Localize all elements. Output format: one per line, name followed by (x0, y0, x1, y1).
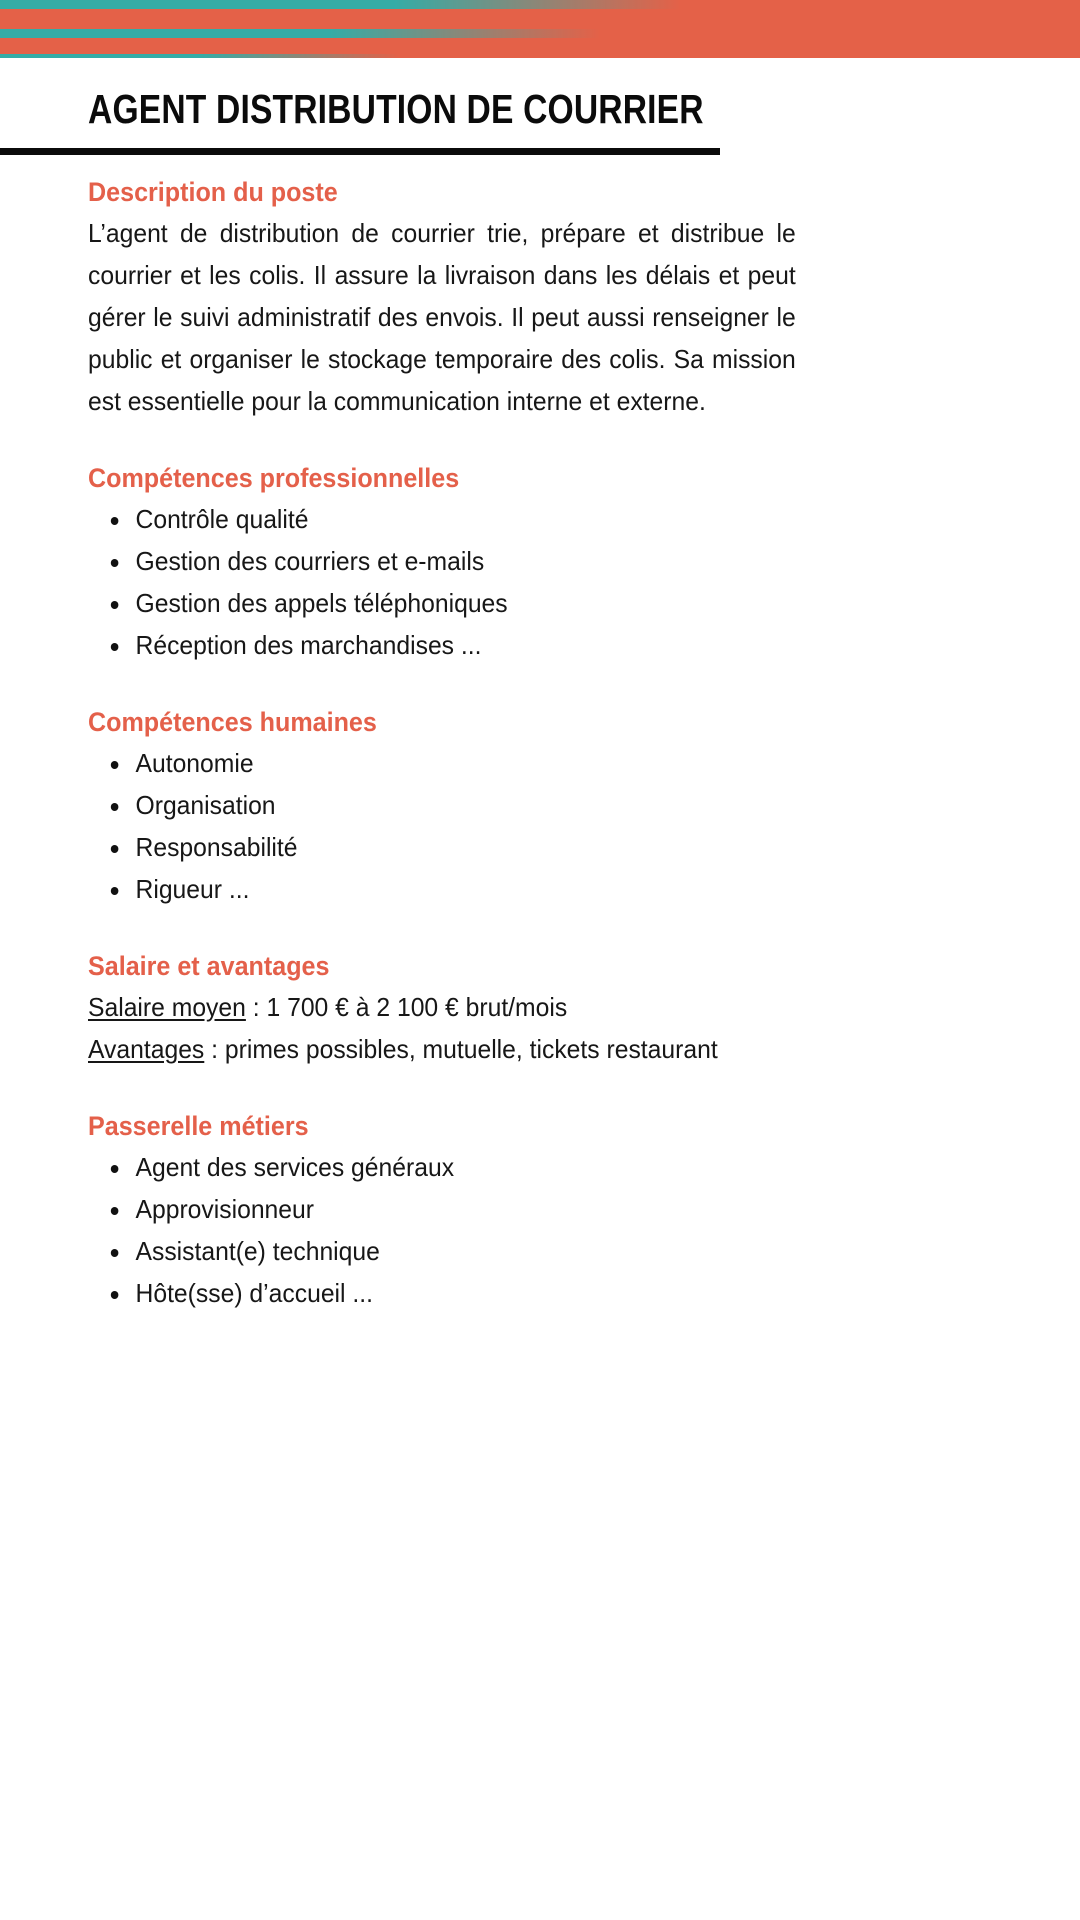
section-heading-description: Description du poste (88, 177, 338, 207)
list-item: Gestion des courriers et e-mails (88, 540, 761, 582)
list-item: Autonomie (88, 742, 761, 784)
salary-benefits-value: : primes possibles, mutuelle, tickets restaurant (204, 1033, 718, 1064)
list-item: Rigueur ... (88, 868, 761, 910)
banner-stripe-3 (0, 54, 400, 58)
document-body (88, 176, 796, 1314)
section-salary (88, 950, 796, 1070)
title-underline-rule (0, 148, 720, 155)
salary-average-value: : 1 700 € à 2 100 € brut/mois (245, 991, 568, 1022)
section-heading-salary: Salaire et avantages (88, 950, 330, 981)
spacer (88, 1070, 796, 1110)
section-heading-professional-skills: Compétences professionnelles (88, 462, 460, 493)
section-heading-human-skills: Compétences humaines (88, 706, 377, 737)
salary-average-line (88, 986, 761, 1028)
salary-benefits-label: Avantages (88, 1033, 205, 1064)
section-heading-career-paths: Passerelle métiers (88, 1110, 309, 1141)
salary-benefits-line (88, 1028, 761, 1070)
list-item: Réception des marchandises ... (88, 624, 761, 666)
list-item: Assistant(e) technique (88, 1230, 761, 1272)
banner-stripe-1 (0, 0, 680, 9)
section-human-skills (88, 706, 796, 910)
list-item: Gestion des appels téléphoniques (88, 582, 761, 624)
spacer (88, 422, 796, 462)
professional-skills-list (88, 498, 796, 666)
list-item: Approvisionneur (88, 1188, 761, 1230)
spacer (88, 910, 796, 950)
salary-average-label: Salaire moyen (88, 991, 246, 1022)
header-banner (0, 0, 1080, 58)
section-career-paths (88, 1110, 796, 1314)
list-item: Organisation (88, 784, 761, 826)
description-paragraph: L’agent de distribution de courrier trie, prépare et distribue le courrier et les colis. Il assure la livraison dans les délais et peut gérer le suivi administratif des envois. Il peut aussi renseigner le public et organiser le stockage temporaire des colis. Sa mission est essentielle pour la communication interne et externe. (88, 217, 796, 416)
section-professional-skills (88, 462, 796, 666)
list-item: Hôte(sse) d’accueil ... (88, 1272, 761, 1314)
human-skills-list (88, 742, 796, 910)
section-description (88, 176, 796, 422)
page-title: AGENT DISTRIBUTION DE COURRIER (88, 86, 704, 132)
spacer (88, 666, 796, 706)
list-item: Contrôle qualité (88, 498, 761, 540)
banner-stripe-2 (0, 29, 600, 38)
career-paths-list (88, 1146, 796, 1314)
list-item: Responsabilité (88, 826, 761, 868)
list-item: Agent des services généraux (88, 1146, 761, 1188)
